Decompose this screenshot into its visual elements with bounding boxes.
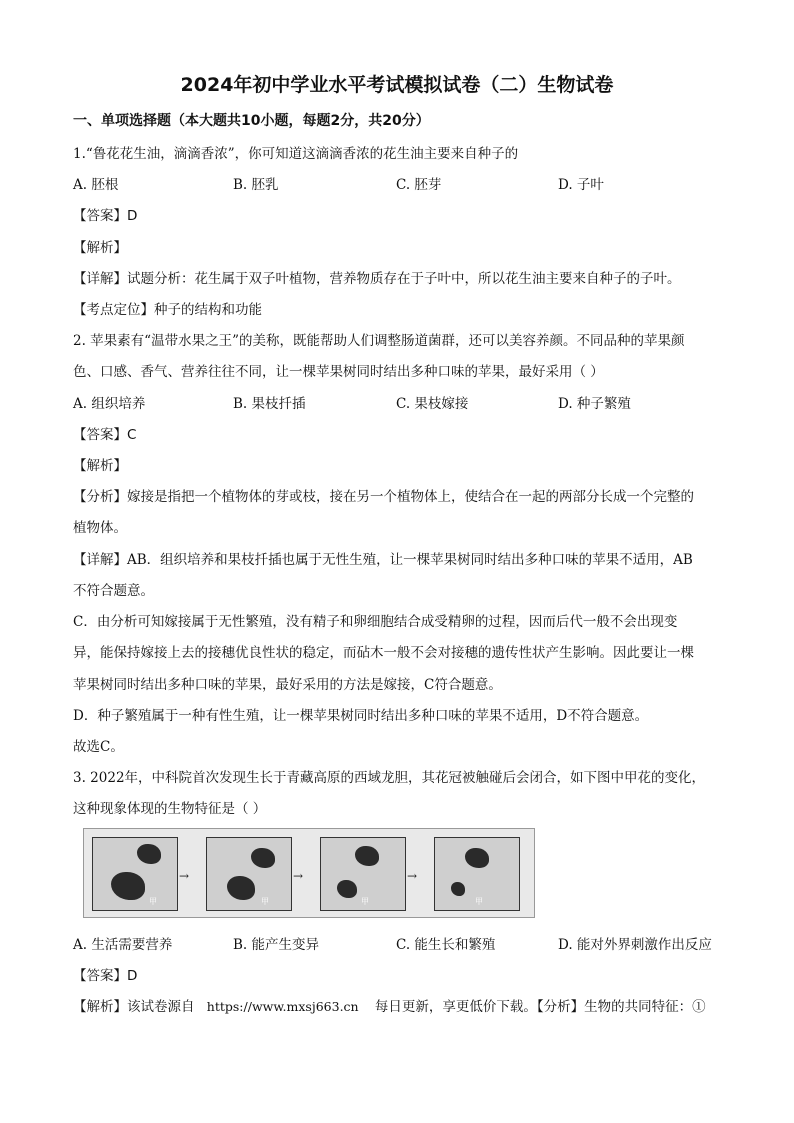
q1-option-d: D. 子叶 [558, 177, 604, 193]
q1-detail: 【详解】试题分析：花生属于双子叶植物，营养物质存在于子叶中，所以花生油主要来自种子的子叶。 [73, 271, 681, 287]
flower-label: 甲 [475, 897, 483, 906]
flower-icon [451, 882, 465, 896]
q2-option-b: B. 果枝扦插 [233, 396, 306, 412]
q3-stem-line-2: 这种现象体现的生物特征是（ ） [73, 801, 267, 817]
q3-option-a: A. 生活需要营养 [73, 937, 173, 953]
flower-icon [465, 848, 489, 868]
flower-label: 甲 [261, 897, 269, 906]
flower-icon [111, 872, 145, 900]
q3-option-d: D. 能对外界刺激作出反应 [558, 937, 712, 953]
arrow-icon: → [407, 869, 418, 883]
flower-closing-figure [83, 828, 535, 918]
flower-icon [137, 844, 161, 864]
figure-panel-2 [206, 837, 292, 911]
q2-option-d: D. 种子繁殖 [558, 396, 631, 412]
q2-option-a: A. 组织培养 [73, 396, 146, 412]
arrow-icon: → [293, 869, 304, 883]
q3-option-c: C. 能生长和繁殖 [396, 937, 496, 953]
q2-body-line-8: D．种子繁殖属于一种有性生殖，让一棵苹果树同时结出多种口味的苹果不适用，D不符合题意。 [73, 708, 649, 724]
q1-analysis: 【解析】 [73, 240, 127, 256]
q1-option-c: C. 胚芽 [396, 177, 442, 193]
flower-icon [227, 876, 255, 900]
q3-footer [73, 995, 706, 1015]
q1-option-a: A. 胚根 [73, 177, 119, 193]
q1-answer: 【答案】D [73, 208, 138, 224]
flower-icon [251, 848, 275, 868]
q2-stem-line-2: 色、口感、香气、营养往往不同，让一棵苹果树同时结出多种口味的苹果，最好采用（ ） [73, 364, 604, 380]
q1-point: 【考点定位】种子的结构和功能 [73, 302, 262, 318]
page-title: 2024年初中学业水平考试模拟试卷（二）生物试卷 [180, 74, 614, 96]
q2-body-line-6: 异，能保持嫁接上去的接穗优良性状的稳定，而砧木一般不会对接穗的遗传性状产生影响。因此要让一棵 [73, 645, 694, 661]
section-heading: 一、单项选择题（本大题共10小题，每题2分，共20分） [73, 113, 430, 129]
q1-stem: 1.“鲁花花生油，滴滴香浓”，你可知道这滴滴香浓的花生油主要来自种子的 [73, 146, 519, 162]
arrow-icon: → [179, 869, 190, 883]
flower-icon [355, 846, 379, 866]
q2-body-line-9: 故选C。 [73, 739, 124, 755]
flower-label: 甲 [361, 897, 369, 906]
figure-panel-1 [92, 837, 178, 911]
q2-analysis: 【解析】 [73, 458, 127, 474]
q2-answer: 【答案】C [73, 427, 137, 443]
figure-panel-4 [434, 837, 520, 911]
q3-footer-suffix: 每日更新，享更低价下载。【分析】生物的共同特征：① [374, 999, 706, 1015]
flower-label: 甲 [149, 897, 157, 906]
q3-stem-line-1: 3. 2022年，中科院首次发现生长于青藏高原的西域龙胆，其花冠被触碰后会闭合，如下图中甲花的变化， [73, 770, 706, 786]
q2-body-line-4: 不符合题意。 [73, 583, 154, 599]
q1-option-b: B. 胚乳 [233, 177, 279, 193]
q2-body-line-7: 苹果树同时结出多种口味的苹果，最好采用的方法是嫁接，C符合题意。 [73, 677, 502, 693]
flower-icon [337, 880, 357, 898]
q2-option-c: C. 果枝嫁接 [396, 396, 469, 412]
q3-footer-prefix: 【解析】该试卷源自 [73, 999, 195, 1015]
q3-option-b: B. 能产生变异 [233, 937, 320, 953]
q2-body-line-1: 【分析】嫁接是指把一个植物体的芽或枝，接在另一个植物体上，使结合在一起的两部分长成一个完整的 [73, 489, 694, 505]
q2-body-line-5: C．由分析可知嫁接属于无性繁殖，没有精子和卵细胞结合成受精卵的过程，因而后代一般不会出现变 [73, 614, 678, 630]
q3-answer: 【答案】D [73, 968, 138, 984]
q2-stem-line-1: 2. 苹果素有“温带水果之王”的美称，既能帮助人们调整肠道菌群，还可以美容养颜。不同品种的苹果颜 [73, 333, 685, 349]
q2-body-line-3: 【详解】AB．组织培养和果枝扦插也属于无性生殖，让一棵苹果树同时结出多种口味的苹果不适用，AB [73, 552, 693, 568]
source-link[interactable]: https://www.mxsj663.cn [206, 999, 359, 1014]
q2-body-line-2: 植物体。 [73, 520, 127, 536]
figure-panel-3 [320, 837, 406, 911]
